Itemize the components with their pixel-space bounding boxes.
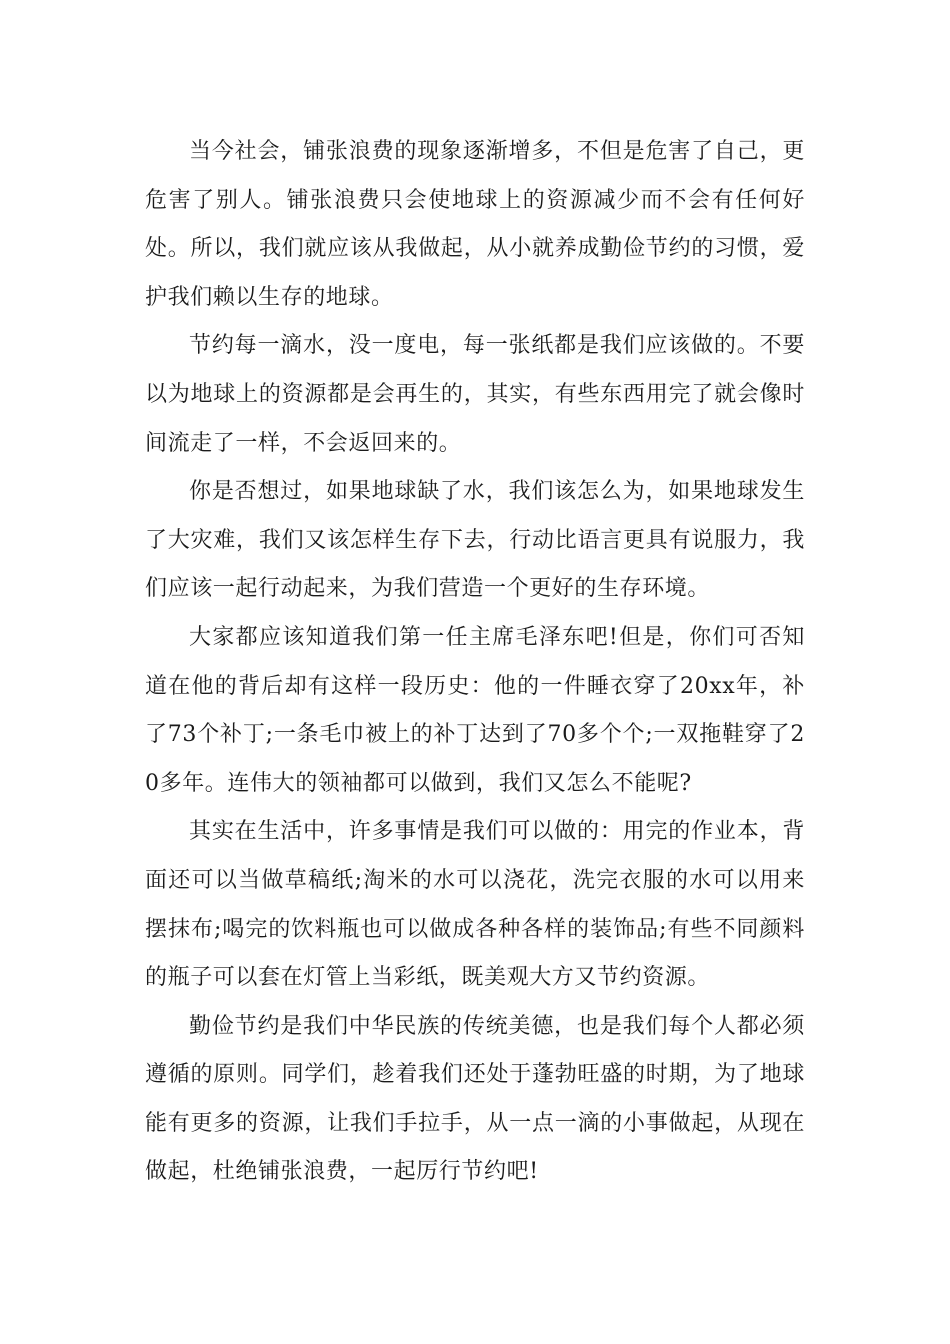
- paragraph-6: 勤俭节约是我们中华民族的传统美德，也是我们每个人都必须遵循的原则。同学们，趁着我们还处于蓬勃旺盛的时期，为了地球能有更多的资源，让我们手拉手，从一点一滴的小事做起，从现在做起，杜绝铺张浪费，一起厉行节约吧!: [145, 1013, 805, 1185]
- paragraph-1: 当今社会，铺张浪费的现象逐渐增多，不但是危害了自己，更危害了别人。铺张浪费只会使地球上的资源减少而不会有任何好处。所以，我们就应该从我做起，从小就养成勤俭节约的习惯，爱护我们赖以生存的地球。: [145, 139, 805, 310]
- paragraph-3: 你是否想过，如果地球缺了水，我们该怎么为，如果地球发生了大灾难，我们又该怎样生存下去，行动比语言更具有说服力，我们应该一起行动起来，为我们营造一个更好的生存环境。: [145, 479, 805, 602]
- document-body: [145, 128, 805, 1197]
- paragraph-4: 大家都应该知道我们第一任主席毛泽东吧!但是，你们可否知道在他的背后却有这样一段历史：他的一件睡衣穿了20xx年，补了73个补丁;一条毛巾被上的补丁达到了70多个个;一双拖鞋穿了20多年。连伟大的领袖都可以做到，我们又怎么不能呢?: [145, 624, 805, 796]
- paragraph-5: 其实在生活中，许多事情是我们可以做的：用完的作业本，背面还可以当做草稿纸;淘米的水可以浇花，洗完衣服的水可以用来摆抹布;喝完的饮料瓶也可以做成各种各样的装饰品;有些不同颜料的瓶子可以套在灯管上当彩纸，既美观大方又节约资源。: [145, 819, 805, 991]
- paragraph-2: 节约每一滴水，没一度电，每一张纸都是我们应该做的。不要以为地球上的资源都是会再生的，其实，有些东西用完了就会像时间流走了一样，不会返回来的。: [145, 333, 805, 456]
